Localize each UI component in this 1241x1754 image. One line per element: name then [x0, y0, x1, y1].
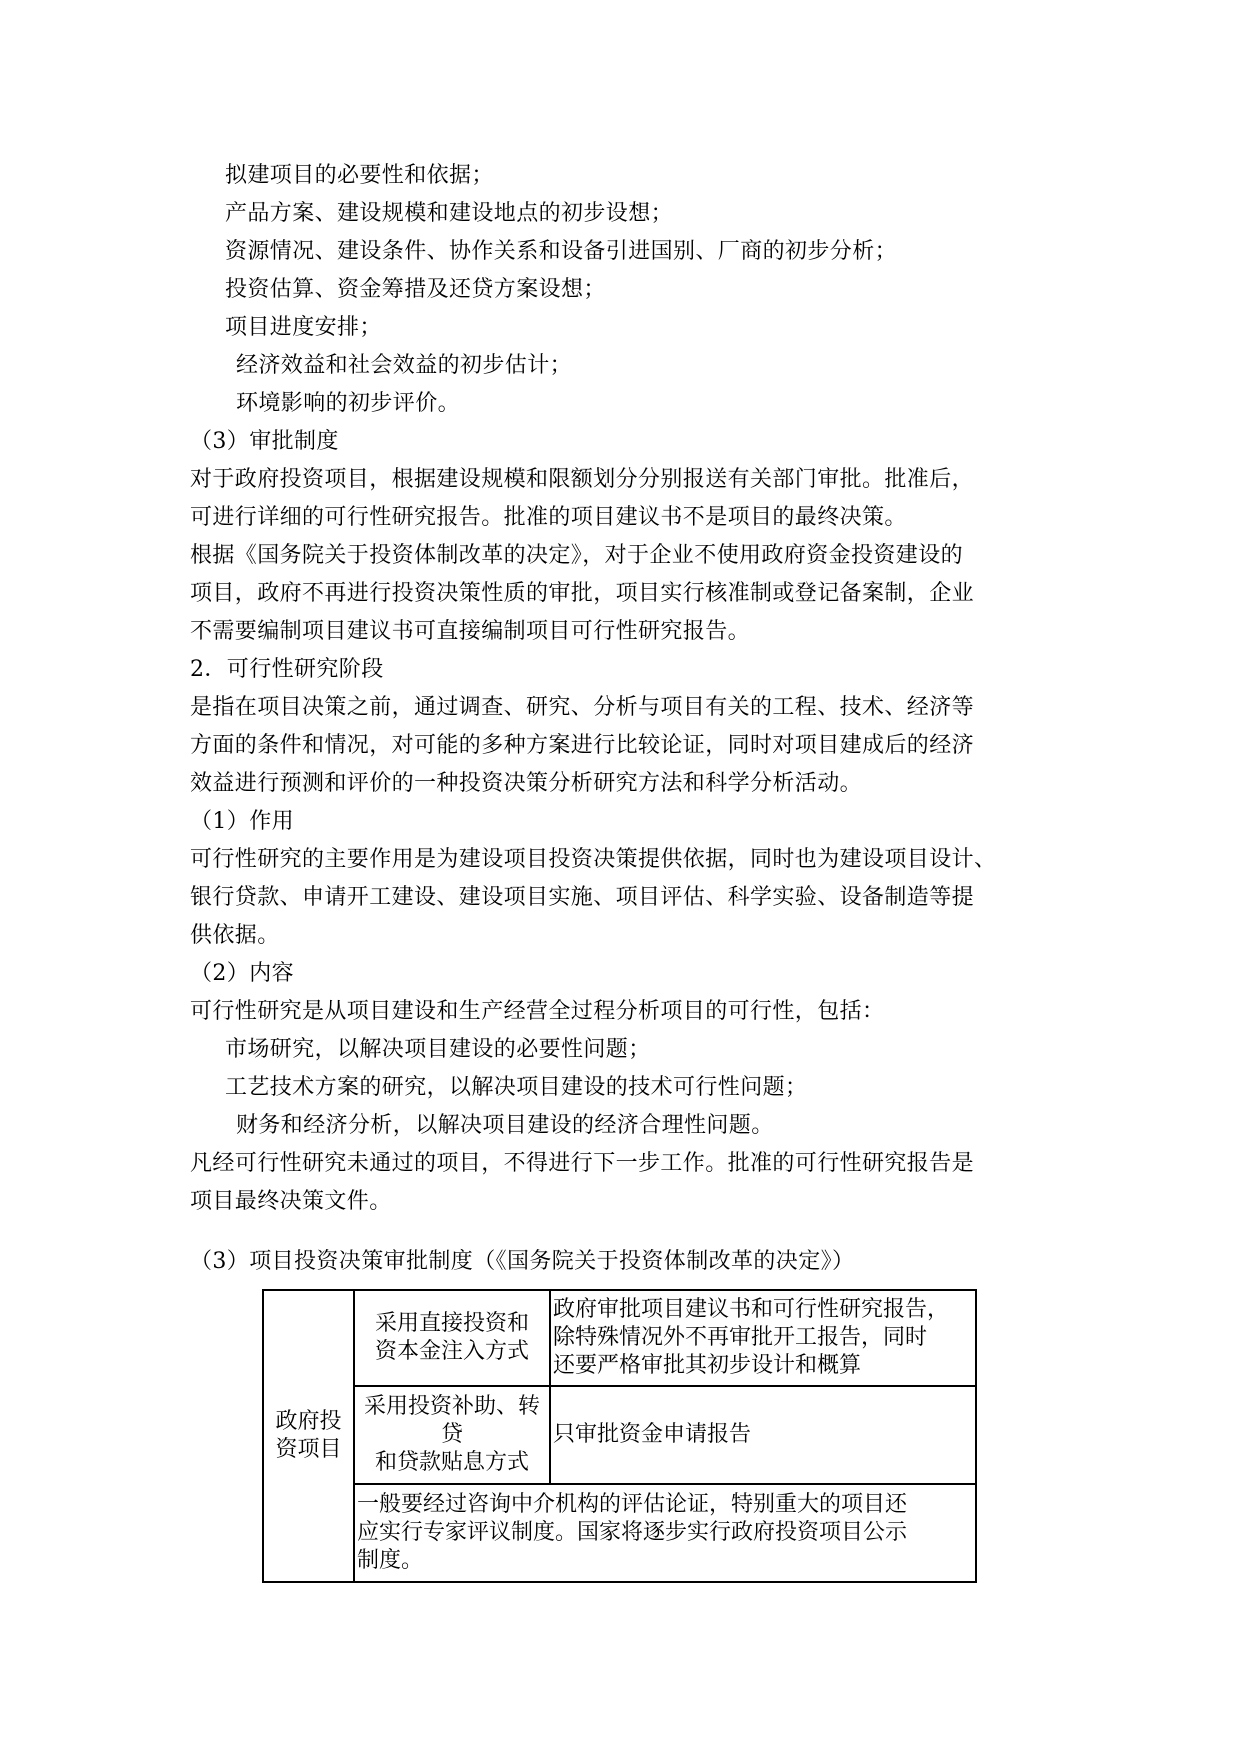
- cell-text: 只审批资金申请报告: [553, 1422, 752, 1447]
- section-heading: （1）作用: [190, 809, 294, 834]
- table-row: [263, 1386, 976, 1484]
- paragraph-line: 根据《国务院关于投资体制改革的决定》，对于企业不使用政府资金投资建设的: [190, 543, 964, 568]
- row-header-text: 政府投: [275, 1409, 342, 1434]
- list-item: 财务和经济分析，以解决项目建设的经济合理性问题。: [236, 1113, 774, 1138]
- paragraph-line: 方面的条件和情况，对可能的多种方案进行比较论证，同时对项目建成后的经济: [190, 733, 975, 758]
- approval-cell: [550, 1290, 976, 1386]
- paragraph-line: 对于政府投资项目，根据建设规模和限额划分分别报送有关部门审批。批准后，: [190, 467, 975, 492]
- list-item: 市场研究，以解决项目建设的必要性问题；: [225, 1037, 651, 1062]
- cell-text: 制度。: [357, 1548, 424, 1573]
- section-heading: （2）内容: [190, 961, 294, 986]
- method-cell: [354, 1386, 550, 1484]
- section-heading: 2．可行性研究阶段: [190, 657, 384, 682]
- cell-text: 政府审批项目建议书和可行性研究报告，: [553, 1297, 950, 1322]
- section-heading: （3）审批制度: [190, 429, 339, 454]
- cell-text: 贷: [440, 1422, 463, 1447]
- paragraph-line: 可行性研究是从项目建设和生产经营全过程分析项目的可行性，包括：: [190, 999, 885, 1024]
- paragraph-line: 可行性研究的主要作用是为建设项目投资决策提供依据，同时也为建设项目设计、: [190, 847, 997, 872]
- paragraph-line: 供依据。: [190, 923, 280, 948]
- list-item: 资源情况、建设条件、协作关系和设备引进国别、厂商的初步分析；: [225, 239, 898, 264]
- cell-text: 应实行专家评议制度。国家将逐步实行政府投资项目公示: [357, 1520, 908, 1545]
- list-item: 工艺技术方案的研究，以解决项目建设的技术可行性问题；: [225, 1075, 808, 1100]
- paragraph-line: 凡经可行性研究未通过的项目，不得进行下一步工作。批准的可行性研究报告是: [190, 1151, 975, 1176]
- list-item: 产品方案、建设规模和建设地点的初步设想；: [225, 201, 674, 226]
- paragraph-line: 不需要编制项目建议书可直接编制项目可行性研究报告。: [190, 619, 751, 644]
- list-item: 经济效益和社会效益的初步估计；: [236, 353, 573, 378]
- paragraph-line: 项目，政府不再进行投资决策性质的审批，项目实行核准制或登记备案制，企业: [190, 581, 975, 606]
- row-header-cell: [263, 1290, 354, 1582]
- approval-table: [262, 1289, 977, 1583]
- list-item: 投资估算、资金筹措及还贷方案设想；: [225, 277, 606, 302]
- approval-cell: [550, 1386, 976, 1484]
- table-caption: （3）项目投资决策审批制度（《国务院关于投资体制改革的决定》）: [190, 1249, 855, 1274]
- paragraph-line: 项目最终决策文件。: [190, 1189, 392, 1214]
- paragraph-line: 效益进行预测和评价的一种投资决策分析研究方法和科学分析活动。: [190, 771, 863, 796]
- note-cell: [354, 1484, 976, 1582]
- cell-text: 采用投资补助、转: [363, 1394, 540, 1419]
- row-header-text: 资项目: [275, 1437, 342, 1462]
- cell-text: 采用直接投资和: [374, 1311, 529, 1336]
- cell-text: 一般要经过咨询中介机构的评估论证，特别重大的项目还: [357, 1492, 908, 1517]
- list-item: 环境影响的初步评价。: [236, 391, 461, 416]
- paragraph-line: 可进行详细的可行性研究报告。批准的项目建议书不是项目的最终决策。: [190, 505, 907, 530]
- table-row: [263, 1290, 976, 1386]
- table-row: [263, 1484, 976, 1582]
- paragraph-line: 是指在项目决策之前，通过调查、研究、分析与项目有关的工程、技术、经济等: [190, 695, 975, 720]
- cell-text: 还要严格审批其初步设计和概算: [553, 1353, 862, 1378]
- paragraph-line: 银行贷款、申请开工建设、建设项目实施、项目评估、科学实验、设备制造等提: [190, 885, 975, 910]
- cell-text: 资本金注入方式: [374, 1339, 529, 1364]
- method-cell: [354, 1290, 550, 1386]
- cell-text: 和贷款贴息方式: [374, 1450, 529, 1475]
- cell-text: 除特殊情况外不再审批开工报告，同时: [553, 1325, 928, 1350]
- list-item: 拟建项目的必要性和依据；: [225, 163, 494, 188]
- list-item: 项目进度安排；: [225, 315, 382, 340]
